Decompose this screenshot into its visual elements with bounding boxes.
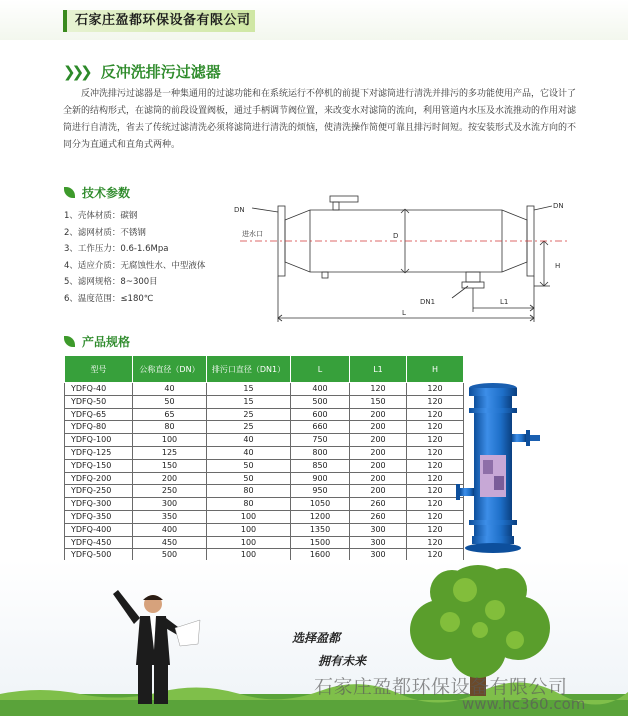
value-cell: 120 bbox=[407, 485, 464, 498]
model-cell: YDFQ-50 bbox=[65, 395, 133, 408]
header-model: 型号 bbox=[65, 356, 133, 383]
table-row bbox=[65, 536, 464, 549]
value-cell: 660 bbox=[291, 421, 350, 434]
value-cell: 300 bbox=[350, 523, 407, 536]
watermark-company: 石家庄盈都环保设备有限公司 bbox=[314, 676, 568, 698]
product-spec-table bbox=[64, 355, 464, 562]
value-cell: 50 bbox=[133, 395, 207, 408]
header-h: H bbox=[407, 356, 464, 383]
dn-left-label: DN bbox=[234, 206, 245, 214]
value-cell: 450 bbox=[133, 536, 207, 549]
table-row bbox=[65, 472, 464, 485]
table-header-row bbox=[65, 356, 464, 383]
table-row bbox=[65, 434, 464, 447]
chevron-right-icon: ❯❯❯ bbox=[63, 62, 89, 81]
value-cell: 150 bbox=[350, 395, 407, 408]
table-row bbox=[65, 485, 464, 498]
value-cell: 120 bbox=[407, 434, 464, 447]
product-intro: 反冲洗排污过滤器是一种集通用的过滤功能和在系统运行不停机的前提下对滤筒进行清洗并排污的多功能使用产品，它设计了全新的结构形式，在滤筒的前段设置阀板，通过手柄调节阀位置，来改变水对滤筒的流向，利用管道内水压及水流推动的作用对滤筒进行自清洗，省去了传统过滤清洗必须将滤筒进行清洗的烦恼，使清洗操作简便可靠且排污时间短。按安装形式及水流方向的不同分为直通式和直角式两种。 bbox=[63, 89, 577, 150]
value-cell: 1200 bbox=[291, 510, 350, 523]
value-cell: 200 bbox=[350, 446, 407, 459]
table-row bbox=[65, 510, 464, 523]
header-l1: L1 bbox=[350, 356, 407, 383]
dn1-label: DN1 bbox=[420, 298, 436, 306]
model-cell: YDFQ-450 bbox=[65, 536, 133, 549]
value-cell: 120 bbox=[407, 383, 464, 396]
value-cell: 1350 bbox=[291, 523, 350, 536]
value-cell: 260 bbox=[350, 498, 407, 511]
value-cell: 500 bbox=[291, 395, 350, 408]
value-cell: 200 bbox=[350, 459, 407, 472]
d-label: D bbox=[393, 232, 399, 240]
value-cell: 150 bbox=[133, 459, 207, 472]
value-cell: 80 bbox=[207, 485, 291, 498]
slogan-line-1: 选择盈都 bbox=[292, 631, 341, 645]
model-cell: YDFQ-125 bbox=[65, 446, 133, 459]
model-cell: YDFQ-300 bbox=[65, 498, 133, 511]
value-cell: 120 bbox=[407, 395, 464, 408]
value-cell: 120 bbox=[407, 523, 464, 536]
value-cell: 80 bbox=[133, 421, 207, 434]
value-cell: 200 bbox=[350, 485, 407, 498]
table-row bbox=[65, 459, 464, 472]
value-cell: 80 bbox=[207, 498, 291, 511]
product-spec-title: 产品规格 bbox=[82, 335, 131, 349]
value-cell: 120 bbox=[407, 498, 464, 511]
table-row bbox=[65, 395, 464, 408]
value-cell: 50 bbox=[207, 459, 291, 472]
value-cell: 300 bbox=[350, 536, 407, 549]
value-cell: 65 bbox=[133, 408, 207, 421]
tech-params-heading bbox=[64, 184, 130, 201]
value-cell: 120 bbox=[407, 510, 464, 523]
value-cell: 300 bbox=[350, 549, 407, 562]
model-cell: YDFQ-100 bbox=[65, 434, 133, 447]
model-cell: YDFQ-80 bbox=[65, 421, 133, 434]
value-cell: 1500 bbox=[291, 536, 350, 549]
spec-item: 6、温度范围：≤180℃ bbox=[64, 293, 154, 304]
value-cell: 300 bbox=[133, 498, 207, 511]
value-cell: 120 bbox=[407, 421, 464, 434]
drain-outlet bbox=[462, 282, 484, 288]
value-cell: 900 bbox=[291, 472, 350, 485]
spec-item: 4、适应介质：无腐蚀性水、中型液体 bbox=[64, 260, 206, 271]
watermark-site: www.hc360.com bbox=[462, 695, 586, 713]
value-cell: 120 bbox=[407, 536, 464, 549]
product-spec-heading bbox=[64, 333, 130, 350]
spec-item: 5、滤网规格：8~300目 bbox=[64, 277, 158, 287]
value-cell: 200 bbox=[350, 472, 407, 485]
product-title-text: 反冲洗排污过滤器 bbox=[100, 63, 221, 81]
value-cell: 200 bbox=[350, 408, 407, 421]
model-cell: YDFQ-400 bbox=[65, 523, 133, 536]
model-cell: YDFQ-200 bbox=[65, 472, 133, 485]
table-row bbox=[65, 408, 464, 421]
value-cell: 25 bbox=[207, 408, 291, 421]
value-cell: 40 bbox=[133, 383, 207, 396]
slogan-line-2: 拥有未来 bbox=[318, 654, 367, 668]
model-cell: YDFQ-150 bbox=[65, 459, 133, 472]
value-cell: 750 bbox=[291, 434, 350, 447]
value-cell: 125 bbox=[133, 446, 207, 459]
filter-product-photo bbox=[450, 380, 560, 555]
product-title bbox=[63, 61, 221, 82]
value-cell: 40 bbox=[207, 446, 291, 459]
dn-right-label: DN bbox=[553, 202, 564, 210]
value-cell: 200 bbox=[350, 434, 407, 447]
value-cell: 120 bbox=[407, 446, 464, 459]
tech-params-list bbox=[64, 208, 244, 307]
value-cell: 40 bbox=[207, 434, 291, 447]
value-cell: 400 bbox=[133, 523, 207, 536]
value-cell: 120 bbox=[407, 408, 464, 421]
value-cell: 800 bbox=[291, 446, 350, 459]
value-cell: 100 bbox=[207, 536, 291, 549]
value-cell: 500 bbox=[133, 549, 207, 562]
model-cell: YDFQ-350 bbox=[65, 510, 133, 523]
value-cell: 50 bbox=[207, 472, 291, 485]
model-cell: YDFQ-40 bbox=[65, 383, 133, 396]
value-cell: 950 bbox=[291, 485, 350, 498]
spec-item: 3、工作压力：0.6-1.6Mpa bbox=[64, 244, 169, 254]
spec-item: 2、滤网材质：不锈钢 bbox=[64, 227, 146, 238]
header-dn: 公称直径（DN） bbox=[133, 356, 207, 383]
h-label: H bbox=[555, 262, 561, 270]
value-cell: 120 bbox=[407, 472, 464, 485]
model-cell: YDFQ-65 bbox=[65, 408, 133, 421]
model-cell: YDFQ-500 bbox=[65, 549, 133, 562]
value-cell: 850 bbox=[291, 459, 350, 472]
value-cell: 120 bbox=[350, 383, 407, 396]
company-name-banner: 石家庄盈都环保设备有限公司 bbox=[63, 10, 255, 32]
table-row bbox=[65, 383, 464, 396]
inlet-label: 进水口 bbox=[242, 230, 263, 238]
leaf-icon bbox=[64, 336, 75, 347]
table-row bbox=[65, 446, 464, 459]
value-cell: 200 bbox=[133, 472, 207, 485]
tech-params-title: 技术参数 bbox=[82, 186, 131, 200]
value-cell: 400 bbox=[291, 383, 350, 396]
valve-handle bbox=[330, 196, 358, 202]
value-cell: 260 bbox=[350, 510, 407, 523]
value-cell: 600 bbox=[291, 408, 350, 421]
l1-label: L1 bbox=[500, 298, 509, 306]
filter-dimension-diagram bbox=[230, 188, 580, 323]
l-label: L bbox=[402, 309, 406, 317]
leaf-icon bbox=[64, 187, 75, 198]
value-cell: 250 bbox=[133, 485, 207, 498]
model-cell: YDFQ-250 bbox=[65, 485, 133, 498]
value-cell: 1050 bbox=[291, 498, 350, 511]
table-row bbox=[65, 498, 464, 511]
value-cell: 15 bbox=[207, 383, 291, 396]
header-dn1: 排污口直径（DN1） bbox=[207, 356, 291, 383]
value-cell: 1600 bbox=[291, 549, 350, 562]
spec-item: 1、壳体材质：碳钢 bbox=[64, 211, 138, 221]
value-cell: 120 bbox=[407, 549, 464, 562]
value-cell: 100 bbox=[207, 510, 291, 523]
value-cell: 200 bbox=[350, 421, 407, 434]
value-cell: 120 bbox=[407, 459, 464, 472]
header-l: L bbox=[291, 356, 350, 383]
value-cell: 25 bbox=[207, 421, 291, 434]
table-row bbox=[65, 523, 464, 536]
value-cell: 15 bbox=[207, 395, 291, 408]
table-row bbox=[65, 421, 464, 434]
value-cell: 100 bbox=[133, 434, 207, 447]
value-cell: 100 bbox=[207, 523, 291, 536]
value-cell: 100 bbox=[207, 549, 291, 562]
value-cell: 350 bbox=[133, 510, 207, 523]
